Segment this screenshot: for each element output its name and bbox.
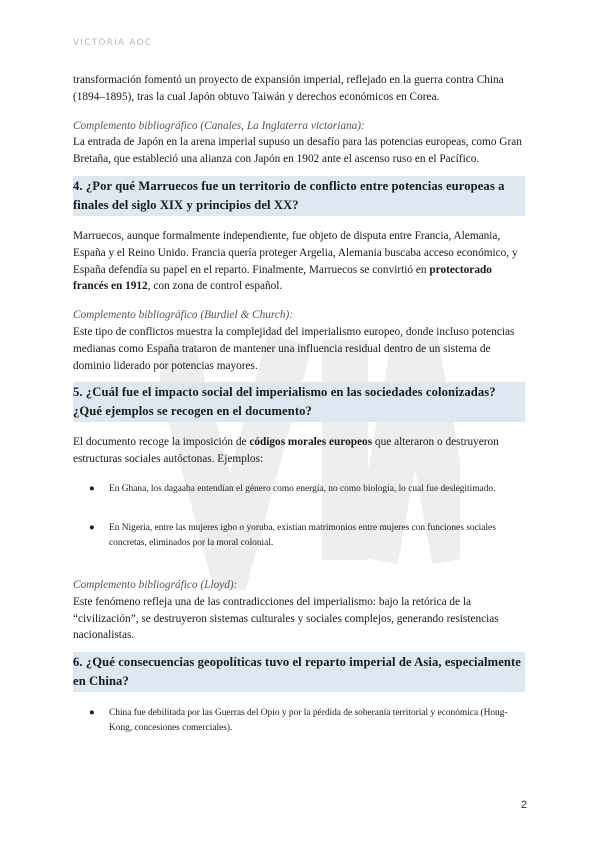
text: que alteraron o destruyeron estructuras sociales autóctonas. Ejemplos: — [73, 436, 499, 466]
paragraph — [73, 434, 525, 468]
paragraph: La entrada de Japón en la arena imperial supuso un desafío para las potencias europeas, como Gran Bretaña, que estableció una alianza con Japón en 1902 ante el ascenso ruso en el Pacífico. — [73, 136, 522, 166]
text: Marruecos, aunque formalmente independiente, fue objeto de disputa entre Francia, Alemania, España y el Reino Unido. Francia quería proteger Argelia, Alemania buscaba acceso económico, y España defendía su papel en el reparto. Finalmente, Marruecos se convirtió en — [73, 229, 518, 276]
question-heading-4: 4. ¿Por qué Marruecos fue un territorio de conflicto entre potencias europeas a finales del siglo XIX y principios del XX? — [73, 176, 525, 216]
paragraph — [73, 228, 525, 295]
list-item — [73, 706, 525, 736]
emphasis-text: protectorado francés en 1912 — [73, 263, 492, 293]
bullet-icon: ● — [89, 483, 95, 494]
list-item — [73, 521, 525, 551]
document-body — [73, 72, 525, 736]
bullet-icon: ● — [89, 708, 95, 719]
paragraph: Este tipo de conflictos muestra la complejidad del imperialismo europeo, donde incluso potencias medianas como España trataron de mantener una influencia residual dentro de un sistema de dominio liderado por potencias mayores. — [73, 325, 515, 372]
list-item-text: En Nigeria, entre las mujeres igbo o yoruba, existían matrimonios entre mujeres con funciones sociales concretas, eliminados por la moral colonial. — [109, 522, 496, 548]
question-heading-5: 5. ¿Cuál fue el impacto social del imperialismo en las sociedades colonizadas? ¿Qué ejemplos se recogen en el documento? — [73, 382, 525, 422]
emphasis-text: códigos morales europeos — [249, 436, 373, 449]
list-item-text: En Ghana, los dagaaba entendían el género como energía, no como biología, lo cual fue deslegitimado. — [109, 483, 496, 494]
list-item-text: China fue debilitada por las Guerras del Opio y por la pérdida de soberanía territorial y económica (Hong-Kong, concesiones comerciales). — [109, 708, 508, 734]
bullet-icon: ● — [89, 522, 95, 533]
list-item — [73, 482, 525, 497]
paragraph: Este fenómeno refleja una de las contradicciones del imperialismo: bajo la retórica de la “civilización”, se destruyeron sistemas culturales y sociales complejos, generando resistencias nacionalistas. — [73, 595, 499, 642]
bibliographic-complement: Complemento bibliográfico (Canales, La Inglaterra victoriana): — [73, 119, 365, 132]
example-list — [73, 706, 525, 736]
header-author: VICTORIA AOC — [73, 38, 153, 48]
example-list — [73, 482, 525, 551]
paragraph: transformación fomentó un proyecto de expansión imperial, reflejado en la guerra contra China (1894–1895), tras la cual Japón obtuvo Taiwán y derechos económicos en Corea. — [73, 74, 504, 103]
bibliographic-complement: Complemento bibliográfico (Lloyd): — [73, 578, 238, 591]
page-number: 2 — [520, 799, 527, 811]
question-heading-6: 6. ¿Qué consecuencias geopolíticas tuvo el reparto imperial de Asia, especialmente en China? — [73, 652, 525, 692]
text: El documento recoge la imposición de — [73, 436, 250, 449]
text: , con zona de control español. — [147, 280, 283, 293]
bibliographic-complement: Complemento bibliográfico (Burdiel & Church): — [73, 309, 294, 322]
